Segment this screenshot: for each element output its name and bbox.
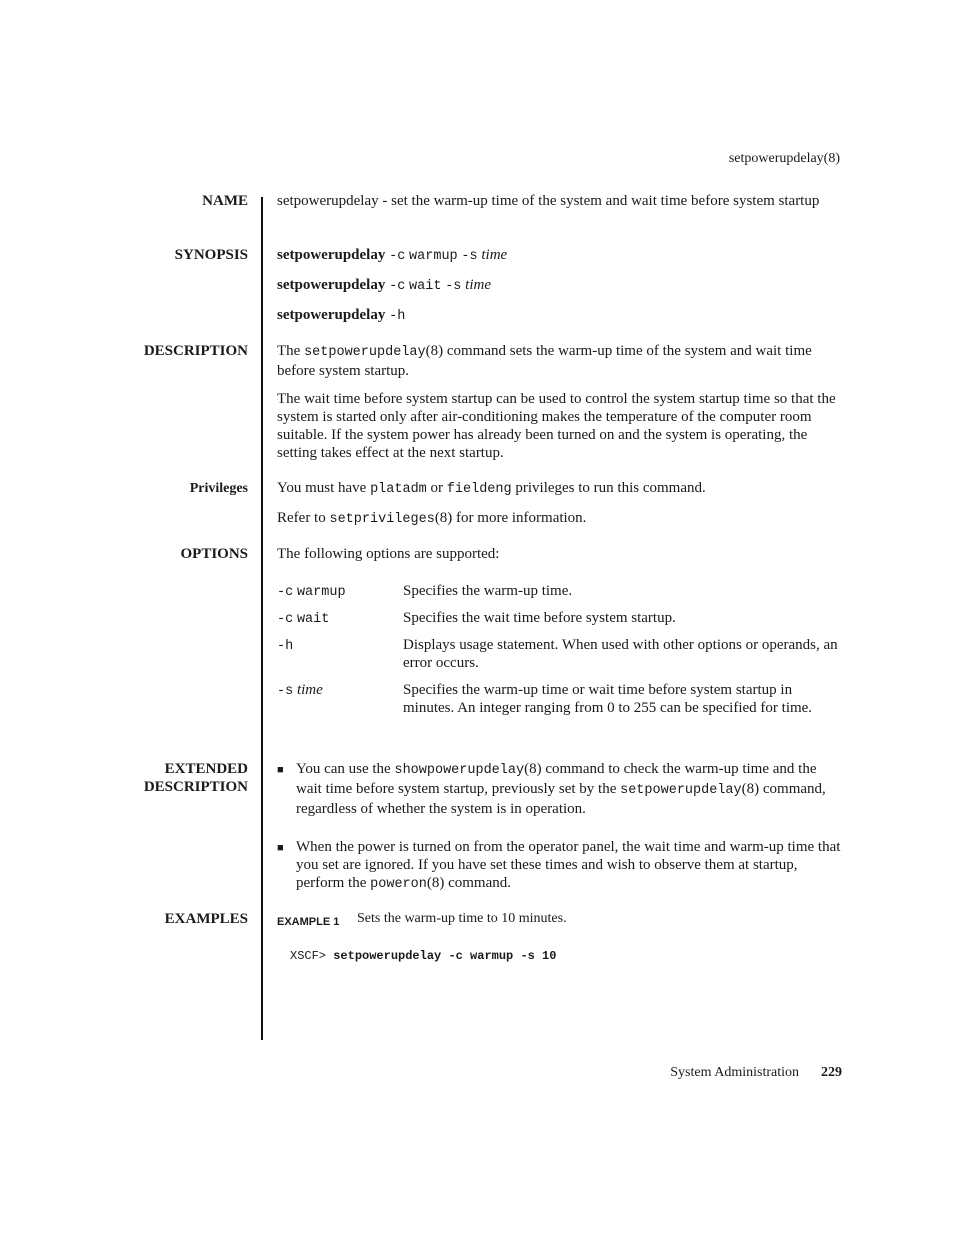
option-arg: warmup	[296, 585, 346, 600]
option-key	[277, 636, 293, 656]
synopsis-line-3	[277, 306, 840, 326]
example-code	[290, 947, 556, 965]
description-paragraph-2: The wait time before system startup can be used to control the system startup time so that the system is started only after air-conditioning makes the temperature of the computer room suitable. If the system power has already been turned on and the system is operating, the setting takes effect at the next startup.	[277, 391, 836, 461]
options-intro: The following options are supported:	[277, 546, 500, 562]
text-run: (8) command to check the warm-up time and the wait time before system startup, previously set by the	[296, 761, 817, 797]
text-run: (8) command.	[426, 875, 511, 891]
vertical-rule	[261, 197, 263, 1040]
synopsis-option: -c	[389, 249, 406, 264]
section-label-description: DESCRIPTION	[143, 779, 248, 795]
text-run: (8) command sets the warm-up time of the system and wait time before system startup.	[277, 343, 812, 379]
footer-section-title: System Administration	[670, 1065, 799, 1080]
code-command: setpowerupdelay -c warmup -s 10	[333, 949, 557, 963]
synopsis-line-1	[277, 246, 840, 266]
bullet-square-icon: ■	[277, 764, 284, 776]
section-label-extended: EXTENDED	[164, 761, 248, 777]
option-description: Specifies the warm-up time.	[403, 583, 573, 599]
text-run: The	[277, 343, 305, 359]
running-header: setpowerupdelay(8)	[728, 151, 840, 166]
page-number: 229	[821, 1065, 842, 1080]
text-run: Refer to	[277, 510, 330, 526]
text-run: You must have	[277, 480, 371, 496]
synopsis-arg: time	[481, 247, 508, 263]
synopsis-arg: wait	[409, 279, 442, 294]
option-description: Specifies the wait time before system startup.	[403, 610, 676, 626]
section-label-privileges: Privileges	[189, 481, 248, 496]
section-label-options: OPTIONS	[180, 546, 248, 562]
text-run: (8) for more information.	[434, 510, 587, 526]
privilege-name: platadm	[370, 482, 427, 497]
option-key	[277, 582, 346, 602]
code-prompt: XSCF>	[290, 949, 327, 963]
text-run: When the power is turned on from the operator panel, the wait time and warm-up time that you set are ignored. If you have set these times and wish to observe them at startup, perform the	[296, 839, 841, 891]
synopsis-command: setpowerupdelay	[277, 247, 386, 263]
text-run: (8) command, regardless of whether the system is in operation.	[296, 781, 826, 817]
option-flag: -s	[277, 684, 294, 699]
example-title: Sets the warm-up time to 10 minutes.	[357, 911, 567, 926]
description-paragraph-1	[277, 342, 840, 380]
privilege-name: fieldeng	[446, 482, 512, 497]
synopsis-command: setpowerupdelay	[277, 307, 386, 323]
option-key	[277, 609, 329, 629]
synopsis-command: setpowerupdelay	[277, 277, 386, 293]
bullet-square-icon: ■	[277, 842, 284, 854]
synopsis-option: -s	[445, 279, 462, 294]
inline-command: setpowerupdelay	[304, 345, 426, 360]
text-run: privileges to run this command.	[511, 480, 706, 496]
section-label-synopsis: SYNOPSIS	[174, 247, 248, 263]
option-key	[277, 681, 323, 701]
section-label-description: DESCRIPTION	[143, 343, 248, 359]
synopsis-option: -h	[389, 309, 406, 324]
synopsis-option: -c	[389, 279, 406, 294]
synopsis-arg: warmup	[409, 249, 458, 264]
privileges-paragraph-2	[277, 509, 840, 529]
option-flag: -h	[277, 639, 294, 654]
extended-bullet-1	[296, 760, 841, 818]
option-description: Specifies the warm-up time or wait time before system startup in minutes. An integer ranging from 0 to 255 can be specified for time.	[403, 682, 813, 716]
name-text: setpowerupdelay - set the warm-up time of the system and wait time before system startup	[277, 193, 820, 209]
inline-command: showpowerupdelay	[394, 763, 525, 778]
synopsis-arg: time	[465, 277, 491, 293]
example-label: EXAMPLE 1	[277, 916, 340, 928]
section-label-examples: EXAMPLES	[164, 911, 248, 927]
option-arg: wait	[296, 612, 330, 627]
text-run: or	[426, 480, 447, 496]
inline-command: setpowerupdelay	[620, 783, 742, 798]
synopsis-line-2	[277, 276, 840, 296]
synopsis-option: -s	[461, 249, 478, 264]
inline-command: setprivileges	[329, 512, 435, 527]
option-flag: -c	[277, 612, 294, 627]
option-description: Displays usage statement. When used with other options or operands, an error occurs.	[403, 637, 838, 671]
text-run: You can use the	[296, 761, 395, 777]
extended-bullet-2	[296, 838, 841, 894]
option-arg: time	[296, 682, 323, 698]
inline-command: poweron	[370, 877, 427, 892]
privileges-paragraph-1	[277, 479, 840, 499]
section-label-name: NAME	[202, 193, 248, 209]
option-flag: -c	[277, 585, 294, 600]
